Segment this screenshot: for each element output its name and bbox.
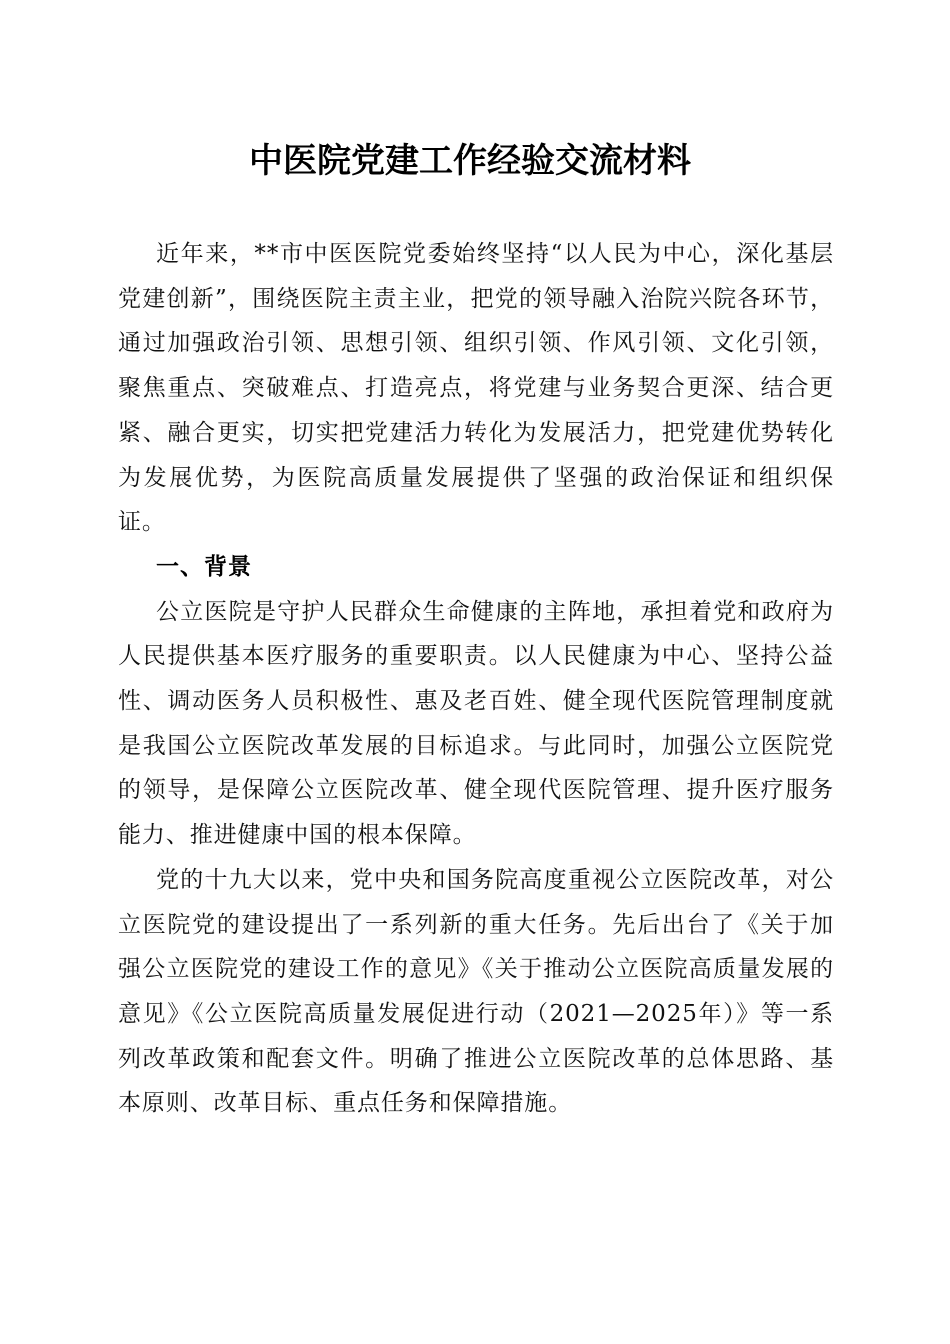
document-title: 中医院党建工作经验交流材料	[249, 141, 691, 181]
section-heading-background: 一、背景	[156, 553, 252, 580]
background-paragraph-2: 党的十九大以来，党中央和国务院高度重视公立医院改革，对公立医院党的建设提出了一系列新的重大任务。先后出台了《关于加强公立医院党的建设工作的意见》《关于推动公立医院高质量发展的意见》《公立医院高质量发展促进行动（2021—2025年）》等一系列改革政策和配套文件。明确了推进公立医院改革的总体思路、基本原则、改革目标、重点任务和保障措施。	[118, 866, 834, 1117]
document-body	[118, 232, 834, 1126]
background-paragraph-1: 公立医院是守护人民群众生命健康的主阵地，承担着党和政府为人民提供基本医疗服务的重要职责。以人民健康为中心、坚持公益性、调动医务人员积极性、惠及老百姓、健全现代医院管理制度就是我国公立医院改革发展的目标追求。与此同时，加强公立医院党的领导，是保障公立医院改革、健全现代医院管理、提升医疗服务能力、推进健康中国的根本保障。	[118, 598, 834, 849]
intro-paragraph: 近年来，**市中医医院党委始终坚持“以人民为中心，深化基层党建创新”，围绕医院主责主业，把党的领导融入治院兴院各环节，通过加强政治引领、思想引领、组织引领、作风引领、文化引领，聚焦重点、突破难点、打造亮点，将党建与业务契合更深、结合更紧、融合更实，切实把党建活力转化为发展活力，把党建优势转化为发展优势，为医院高质量发展提供了坚强的政治保证和组织保证。	[118, 241, 834, 536]
